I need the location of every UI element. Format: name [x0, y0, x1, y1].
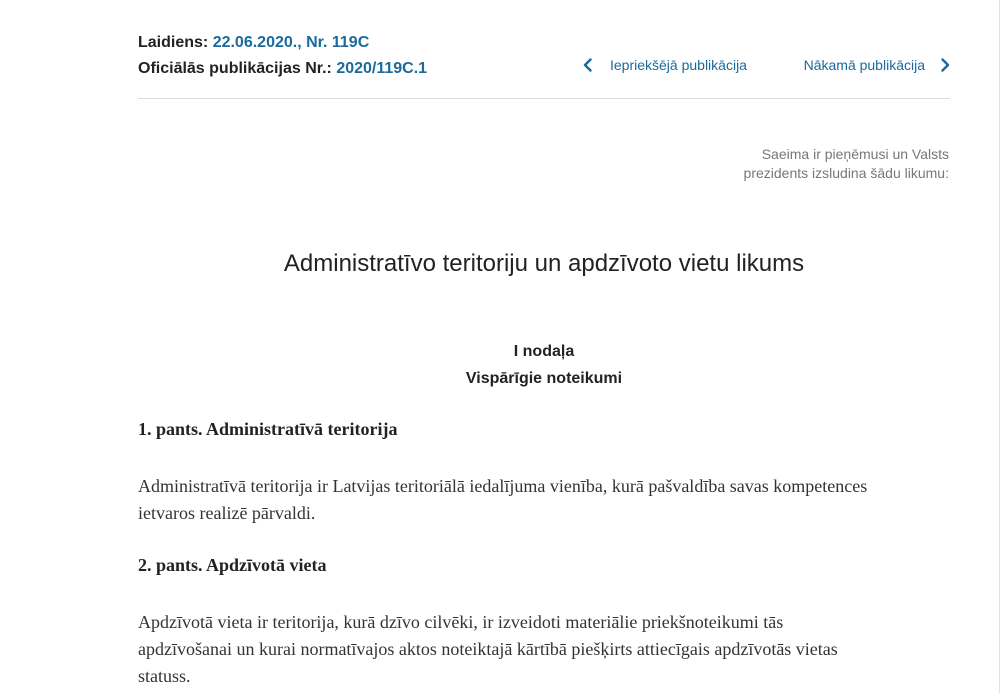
article-2-heading: 2. pants. Apdzīvotā vieta — [138, 555, 327, 575]
header-divider — [138, 98, 950, 99]
text-line: Apdzīvotā vieta ir teritorija, kurā dzīvo cilvēki, ir izveidoti materiālie priekšnoteikumi tās — [138, 612, 784, 632]
official-publication-line — [138, 56, 427, 82]
article-1-heading: 1. pants. Administratīvā teritorija — [138, 419, 398, 439]
chapter-number: I nodaļa — [513, 343, 575, 360]
preamble-line: Saeima ir pieņēmusi un Valsts — [761, 146, 949, 162]
publication-meta — [138, 30, 427, 82]
previous-publication-link[interactable] — [580, 57, 747, 73]
next-publication-link[interactable] — [804, 57, 952, 73]
text-line: Administratīvā teritorija ir Latvijas teritoriālā iedalījuma vienība, kurā pašvaldība savas kompetences — [138, 476, 868, 496]
next-publication-label: Nākamā publikācija — [803, 57, 925, 73]
text-line: ietvaros realizē pārvaldi. — [138, 503, 316, 523]
article-2-text — [138, 609, 958, 690]
preamble-line: prezidents izsludina šādu likumu: — [743, 165, 949, 181]
chevron-right-icon — [925, 58, 952, 72]
law-title: Administratīvo teritoriju un apdzīvoto vietu likums — [283, 250, 805, 277]
chapter-name: Vispārīgie noteikumi — [465, 370, 623, 387]
publication-navigation — [580, 57, 952, 79]
enactment-preamble — [744, 145, 949, 183]
chapter-heading — [138, 338, 950, 392]
issue-label: Laidiens: — [138, 34, 209, 51]
text-line: statuss. — [138, 666, 191, 686]
official-publication-label: Oficiālās publikācijas Nr.: — [138, 60, 332, 77]
article-1-text — [138, 473, 958, 527]
issue-line — [138, 30, 427, 56]
previous-publication-label: Iepriekšējā publikācija — [610, 57, 747, 73]
chevron-left-icon — [580, 58, 610, 72]
text-line: apdzīvošanai un kurai normatīvajos aktos noteiktajā kārtībā piešķirts attiecīgais apdzīvotās vietas — [138, 639, 838, 659]
issue-link[interactable]: 22.06.2020., Nr. 119C — [212, 34, 370, 51]
official-publication-link[interactable]: 2020/119C.1 — [336, 60, 428, 77]
